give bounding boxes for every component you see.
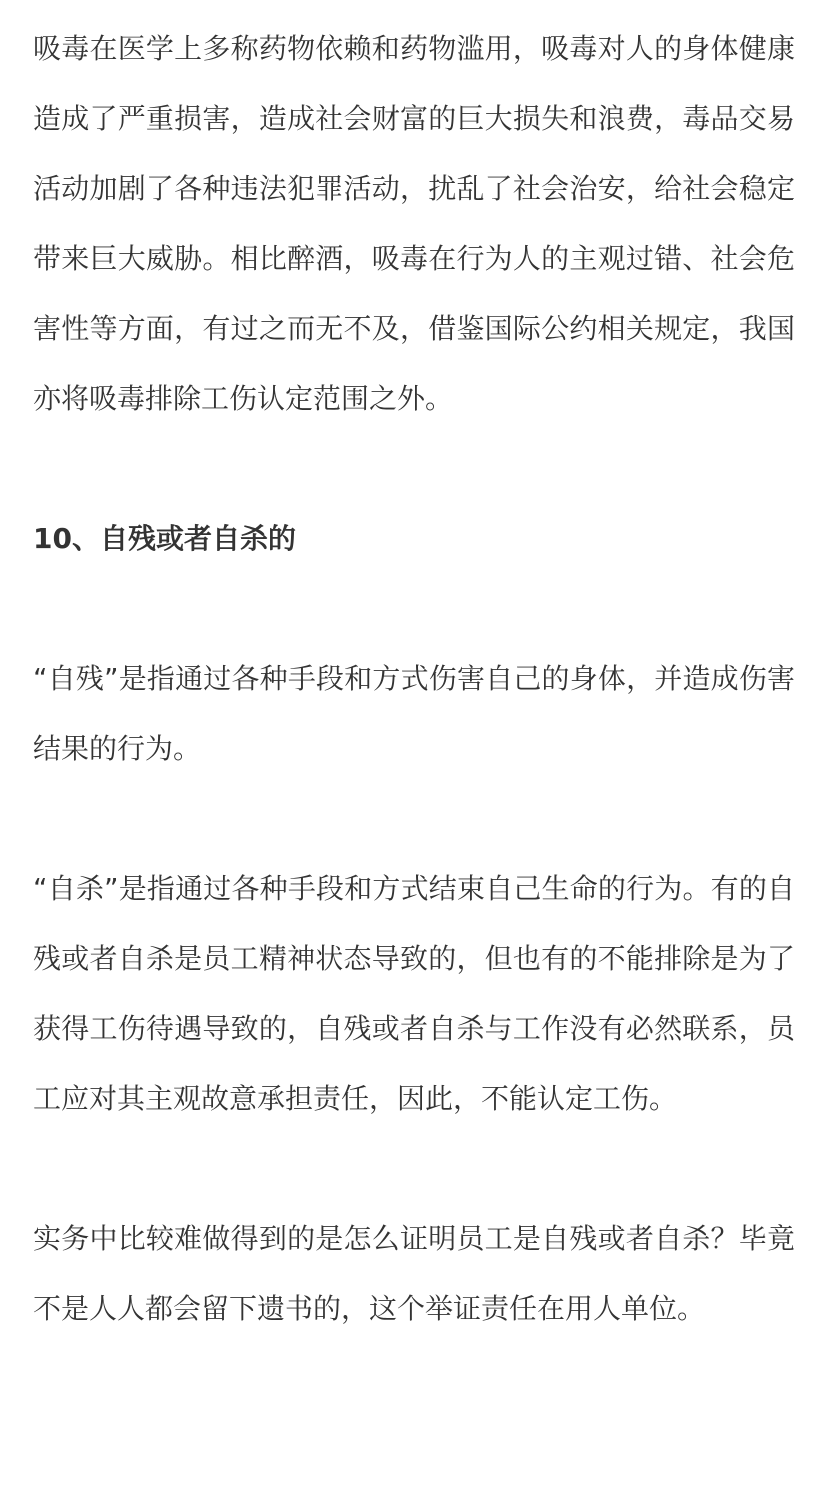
paragraph-suicide-definition: “自杀”是指通过各种手段和方式结束自己生命的行为。有的自残或者自杀是员工精神状态导致的，但也有的不能排除是为了获得工伤待遇导致的，自残或者自杀与工作没有必然联系，员工应对其主观故意承担责任，因此，不能认定工伤。 xyxy=(33,872,795,1115)
paragraph-self-harm-definition: “自残”是指通过各种手段和方式伤害自己的身体，并造成伤害结果的行为。 xyxy=(33,662,795,765)
article-body xyxy=(33,14,795,1344)
paragraph-drug-abuse: 吸毒在医学上多称药物依赖和药物滥用，吸毒对人的身体健康造成了严重损害，造成社会财富的巨大损失和浪费，毒品交易活动加剧了各种违法犯罪活动，扰乱了社会治安，给社会稳定带来巨大威胁。相比醉酒，吸毒在行为人的主观过错、社会危害性等方面，有过之而无不及，借鉴国际公约相关规定，我国亦将吸毒排除工伤认定范围之外。 xyxy=(33,32,795,415)
section-heading: 10、自残或者自杀的 xyxy=(33,522,296,555)
paragraph-burden-of-proof: 实务中比较难做得到的是怎么证明员工是自残或者自杀？毕竟不是人人都会留下遗书的，这个举证责任在用人单位。 xyxy=(33,1222,795,1325)
